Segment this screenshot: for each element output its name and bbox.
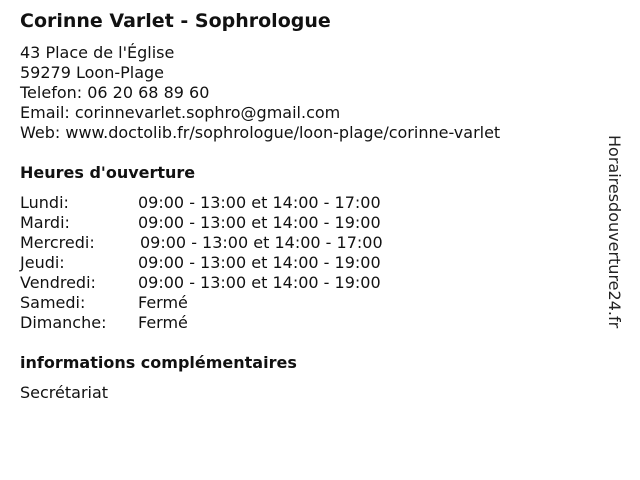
watermark: Horairesdouverture24.fr <box>605 135 624 329</box>
day-label: Mardi: <box>20 213 70 232</box>
time-value: Fermé <box>138 313 188 332</box>
contact-block <box>20 43 500 143</box>
day-label: Vendredi: <box>20 273 96 292</box>
time-value: 09:00 - 13:00 et 14:00 - 17:00 <box>140 233 383 252</box>
email-line: Email: corinnevarlet.sophro@gmail.com <box>20 103 341 122</box>
address-line-1: 43 Place de l'Église <box>20 43 175 62</box>
day-label: Lundi: <box>20 193 69 212</box>
hours-row-jeudi <box>20 253 381 273</box>
additional-info-heading: informations complémentaires <box>20 353 297 372</box>
hours-row-mercredi <box>20 233 383 253</box>
time-value: Fermé <box>138 293 188 312</box>
hours-row-samedi <box>20 293 188 313</box>
web-line: Web: www.doctolib.fr/sophrologue/loon-plage/corinne-varlet <box>20 123 501 142</box>
hours-row-vendredi <box>20 273 381 293</box>
opening-hours-heading: Heures d'ouverture <box>20 163 196 182</box>
time-value: 09:00 - 13:00 et 14:00 - 19:00 <box>138 273 381 292</box>
time-value: 09:00 - 13:00 et 14:00 - 17:00 <box>138 193 381 212</box>
day-label: Jeudi: <box>20 253 65 272</box>
page-title: Corinne Varlet - Sophrologue <box>20 10 331 32</box>
hours-row-dimanche <box>20 313 188 333</box>
address-line-2: 59279 Loon-Plage <box>20 63 165 82</box>
hours-row-mardi <box>20 213 381 233</box>
hours-row-lundi <box>20 193 381 213</box>
phone-line: Telefon: 06 20 68 89 60 <box>20 83 210 102</box>
day-label: Samedi: <box>20 293 86 312</box>
opening-hours-table <box>20 193 383 333</box>
time-value: 09:00 - 13:00 et 14:00 - 19:00 <box>138 253 381 272</box>
day-label: Mercredi: <box>20 233 95 252</box>
day-label: Dimanche: <box>20 313 107 332</box>
additional-info-item: Secrétariat <box>20 383 109 402</box>
time-value: 09:00 - 13:00 et 14:00 - 19:00 <box>138 213 381 232</box>
